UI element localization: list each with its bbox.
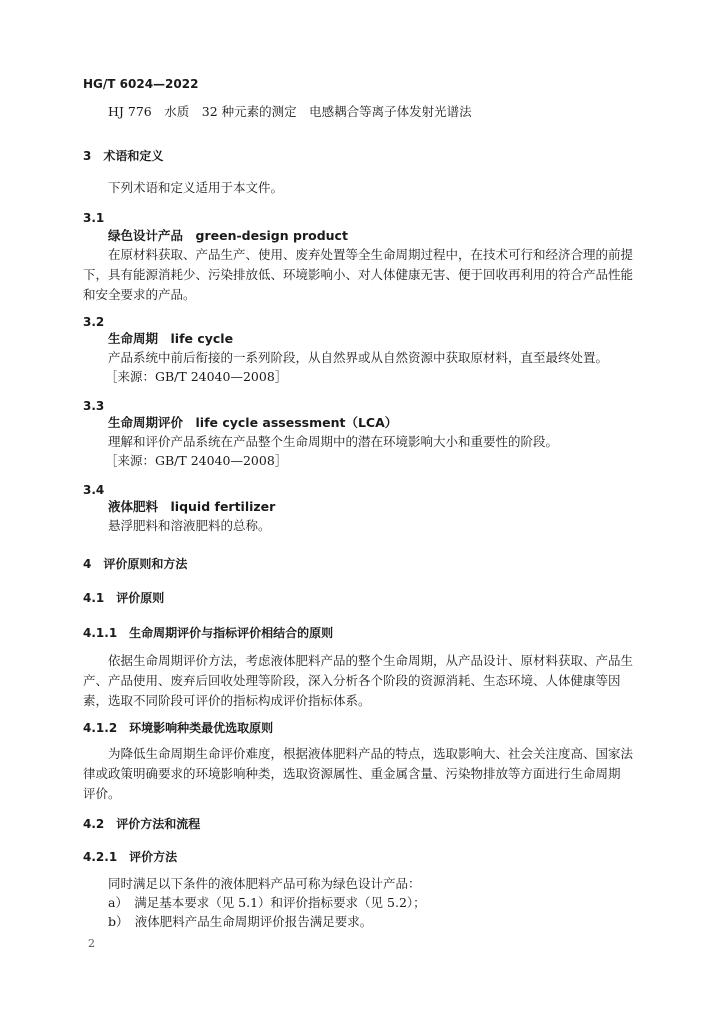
reference-hj776: HJ 776 水质 32 种元素的测定 电感耦合等离子体发射光谱法: [108, 104, 472, 119]
term-3-1-def-line: 和安全要求的产品。: [83, 287, 196, 302]
section-3-intro: 下列术语和定义适用于本文件。: [108, 180, 284, 195]
term-3-2-def: 产品系统中前后衔接的一系列阶段，从自然界或从自然资源中获取原材料，直至最终处置。: [108, 350, 609, 365]
section-4-1-1-body-line: 产、产品使用、废弃后回收处理等阶段，深入分析各个阶段的资源消耗、生态环境、人体健康等因: [83, 673, 621, 688]
section-4-1-1-title: 4.1.1 生命周期评价与指标评价相结合的原则: [83, 626, 334, 640]
term-3-1-title: 绿色设计产品 green-design product: [108, 228, 348, 243]
term-3-2-source: ［来源：GB/T 24040—2008］: [105, 369, 288, 384]
term-3-2-title: 生命周期 life cycle: [108, 331, 234, 346]
term-3-3-number: 3.3: [83, 399, 105, 413]
term-3-3-title: 生命周期评价 life cycle assessment（LCA）: [108, 415, 398, 430]
section-4-1-title: 4.1 评价原则: [83, 591, 165, 605]
section-4-1-2-body-line: 评价。: [83, 786, 121, 801]
list-item-b: b） 液体肥料产品生命周期评价报告满足要求。: [108, 914, 373, 929]
section-4-1-1-body-line: 素，选取不同阶段可评价的指标构成评价指标体系。: [83, 693, 371, 708]
term-3-3-source: ［来源：GB/T 24040—2008］: [105, 453, 288, 468]
section-4-2-1-title: 4.2.1 评价方法: [83, 850, 178, 864]
section-3-title: 3 术语和定义: [83, 149, 164, 163]
list-item-a: a） 满足基本要求（见 5.1）和评价指标要求（见 5.2）；: [108, 895, 426, 910]
term-3-4-title: 液体肥料 liquid fertilizer: [108, 499, 276, 514]
term-3-4-def: 悬浮肥料和溶液肥料的总称。: [108, 518, 271, 533]
term-3-3-def: 理解和评价产品系统在产品整个生命周期中的潜在环境影响大小和重要性的阶段。: [108, 434, 559, 449]
section-4-1-1-body-line: 依据生命周期评价方法，考虑液体肥料产品的整个生命周期，从产品设计、原材料获取、产品生: [108, 653, 634, 668]
section-4-1-2-title: 4.1.2 环境影响种类最优选取原则: [83, 721, 274, 735]
section-4-1-2-body-line: 律或政策明确要求的环境影响种类，选取资源属性、重金属含量、污染物排放等方面进行生命周期: [83, 766, 621, 781]
section-4-1-2-body-line: 为降低生命周期生命评价难度，根据液体肥料产品的特点，选取影响大、社会关注度高、国家法: [108, 746, 634, 761]
term-3-1-number: 3.1: [83, 211, 105, 225]
page-number: 2: [88, 937, 95, 950]
section-4-title: 4 评价原则和方法: [83, 557, 188, 571]
section-4-2-title: 4.2 评价方法和流程: [83, 817, 201, 831]
standard-id: HG/T 6024—2022: [83, 77, 199, 91]
term-3-1-def-line: 下，具有能源消耗少、污染排放低、环境影响小、对人体健康无害、便于回收再利用的符合产品性能: [83, 267, 634, 282]
term-3-1-def-line: 在原材料获取、产品生产、使用、废弃处置等全生命周期过程中，在技术可行和经济合理的前提: [108, 247, 634, 262]
term-3-4-number: 3.4: [83, 483, 105, 497]
term-3-2-number: 3.2: [83, 315, 105, 329]
section-4-2-1-intro: 同时满足以下条件的液体肥料产品可称为绿色设计产品：: [108, 876, 421, 891]
